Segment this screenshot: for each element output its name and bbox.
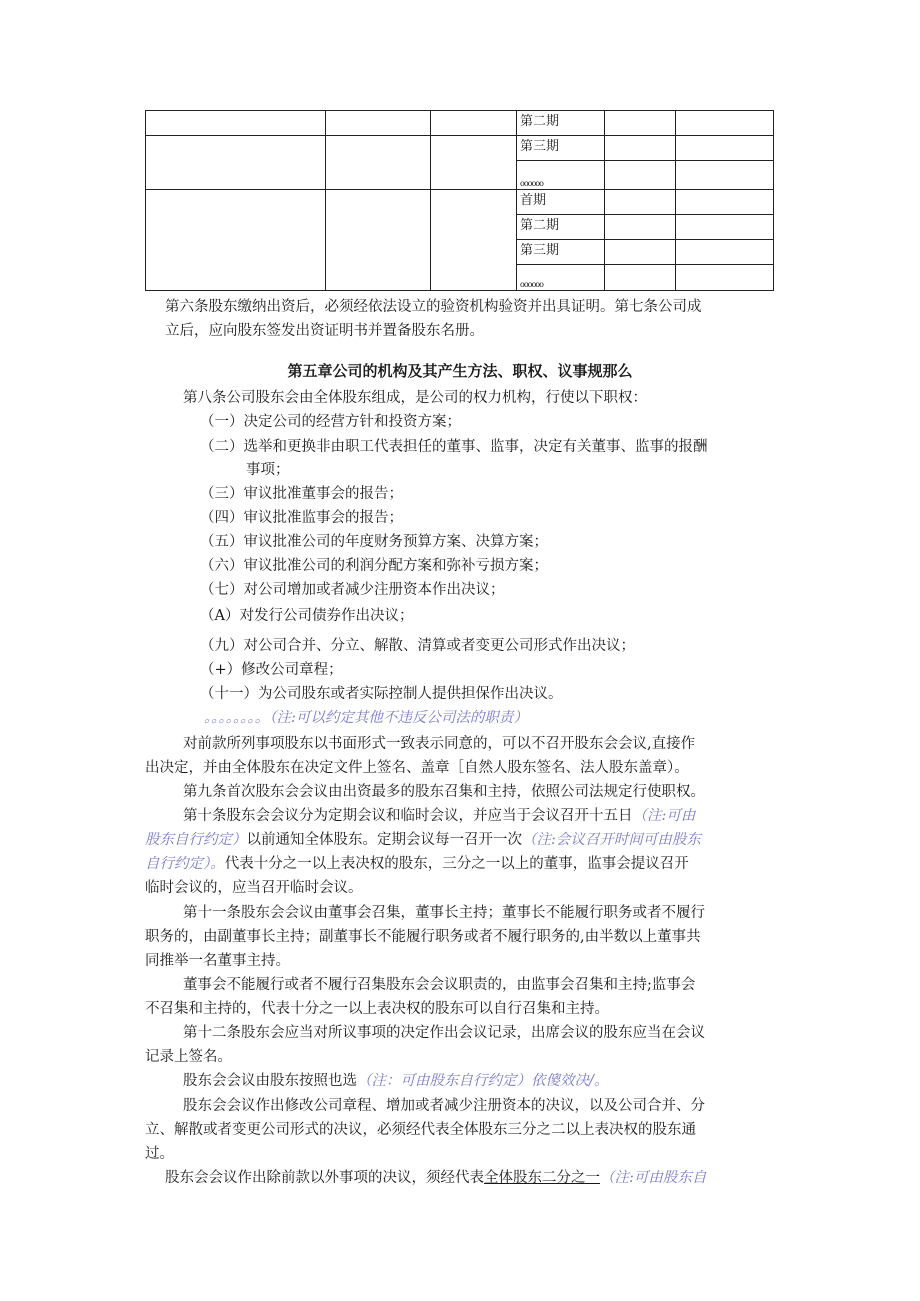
article-10-line4: 临时会议的，应当召开临时会议。 bbox=[145, 880, 363, 896]
chapter-title: 第五章公司的机构及其产生方法、职权、议事规那么 bbox=[287, 362, 633, 380]
list-item: （四）审议批准监事会的报告； bbox=[200, 510, 403, 526]
period-cell: 第三期 bbox=[517, 240, 605, 265]
underlined-threshold: 全体股东二分之一 bbox=[484, 1170, 600, 1186]
article-10-line2 bbox=[145, 830, 701, 850]
list-item: （A）对发行公司债券作出决议； bbox=[200, 608, 414, 624]
paragraph-board-line2: 不召集和主持的，代表十分之一以上表决权的股东可以自行召集和主持。 bbox=[145, 1001, 609, 1017]
note-text: （注:可由股东自 bbox=[600, 1170, 707, 1186]
note-text: （注：可由股东自行约定）依傻效决/。 bbox=[357, 1073, 609, 1089]
period-cell: oooooo bbox=[517, 265, 605, 291]
list-item: （六）审议批准公司的利润分配方案和弥补亏损方案； bbox=[200, 558, 548, 574]
list-item: （一）决定公司的经营方针和投资方案； bbox=[200, 414, 461, 430]
period-cell: 第三期 bbox=[517, 136, 605, 161]
paragraph-special-resolution-line3: 过。 bbox=[145, 1146, 174, 1162]
note-text: 股东自行约定） bbox=[145, 832, 247, 848]
note-text: 自行约定）。 bbox=[145, 856, 225, 872]
period-cell: 第二期 bbox=[517, 215, 605, 240]
paragraph-consent-line2: 出决定，并由全体股东在决定文件上签名、盖章［自然人股东签名、法人股东盖章）。 bbox=[145, 760, 689, 776]
article-12-line1: 第十二条股东会应当对所议事项的决定作出会议记录，出席会议的股东应当在会议 bbox=[183, 1025, 705, 1041]
list-item: （七）对公司增加或者减少注册资本作出决议； bbox=[200, 582, 505, 598]
article-6-line1: 第六条股东缴纳出资后，必须经依法设立的验资机构验资并出具证明。第七条公司成 bbox=[165, 299, 702, 315]
article-11-line1: 第十一条股东会会议由董事会召集，董事长主持；董事长不能履行职务或者不履行 bbox=[183, 905, 705, 921]
paragraph-special-resolution-line2: 立、解散或者变更公司形式的决议，必须经代表全体股东三分之二以上表决权的股东通 bbox=[145, 1122, 696, 1138]
note-text: （注:会议召开时间可由股东 bbox=[522, 832, 701, 848]
ordinary-resolution-text: 股东会会议作出除前款以外事项的决议，须经代表 bbox=[165, 1170, 484, 1186]
note-other-duties: 。。。。。。。。（注:可以约定其他不违反公司法的职责） bbox=[204, 710, 528, 726]
article-6-line2: 立后，应向股东签发出资证明书并置备股东名册。 bbox=[165, 323, 484, 339]
voting-text: 股东会会议由股东按照也选 bbox=[183, 1073, 357, 1089]
period-cell: oooooo bbox=[517, 161, 605, 190]
list-item: （十一）为公司股东或者实际控制人提供担保作出决议。 bbox=[200, 686, 563, 702]
list-item: 事项； bbox=[246, 462, 290, 478]
article-10-text: 第十条股东会会议分为定期会议和临时会议，并应当于会议召开十五日 bbox=[183, 808, 633, 824]
article-10-text: 以前通知全体股东。定期会议每一召开一次 bbox=[246, 832, 522, 848]
table-row bbox=[146, 190, 774, 215]
period-cell: 第二期 bbox=[517, 111, 605, 136]
article-9: 第九条首次股东会会议由出资最多的股东召集和主持，依照公司法规定行使职权。 bbox=[183, 784, 705, 800]
paragraph-voting bbox=[183, 1071, 608, 1091]
article-10-line3 bbox=[145, 854, 689, 874]
article-12-line2: 记录上签名。 bbox=[145, 1049, 232, 1065]
list-item: （五）审议批准公司的年度财务预算方案、决算方案； bbox=[200, 534, 548, 550]
list-item: （九）对公司合并、分立、解散、清算或者变更公司形式作出决议； bbox=[200, 638, 635, 654]
table-row bbox=[146, 136, 774, 161]
article-10-line1 bbox=[183, 806, 695, 826]
note-text: （注:可由 bbox=[632, 808, 696, 824]
paragraph-consent-line1: 对前款所列事项股东以书面形式一致表示同意的，可以不召开股东会会议,直接作 bbox=[183, 736, 696, 752]
paragraph-special-resolution-line1: 股东会会议作出修改公司章程、增加或者减少注册资本的决议，以及公司合并、分 bbox=[183, 1098, 705, 1114]
period-cell: 首期 bbox=[517, 190, 605, 215]
article-10-text: 代表十分之一以上表决权的股东，三分之一以上的董事，监事会提议召开 bbox=[224, 856, 689, 872]
article-11-line3: 同推举一名董事主持。 bbox=[145, 953, 290, 969]
capital-contribution-table bbox=[145, 110, 774, 291]
article-11-line2: 职务的，由副董事长主持；副董事长不能履行职务或者不履行职务的,由半数以上董事共 bbox=[145, 929, 701, 945]
paragraph-ordinary-resolution bbox=[165, 1168, 706, 1188]
list-item: （三）审议批准董事会的报告； bbox=[200, 486, 403, 502]
table-row bbox=[146, 111, 774, 136]
article-8-intro: 第八条公司股东会由全体股东组成，是公司的权力机构，行使以下职权： bbox=[183, 390, 647, 406]
list-item: （+）修改公司章程； bbox=[200, 662, 343, 678]
paragraph-board-line1: 董事会不能履行或者不履行召集股东会会议职责的，由监事会召集和主持;监事会 bbox=[183, 977, 696, 993]
list-item: （二）选举和更换非由职工代表担任的董事、监事，决定有关董事、监事的报酬 bbox=[200, 439, 708, 455]
